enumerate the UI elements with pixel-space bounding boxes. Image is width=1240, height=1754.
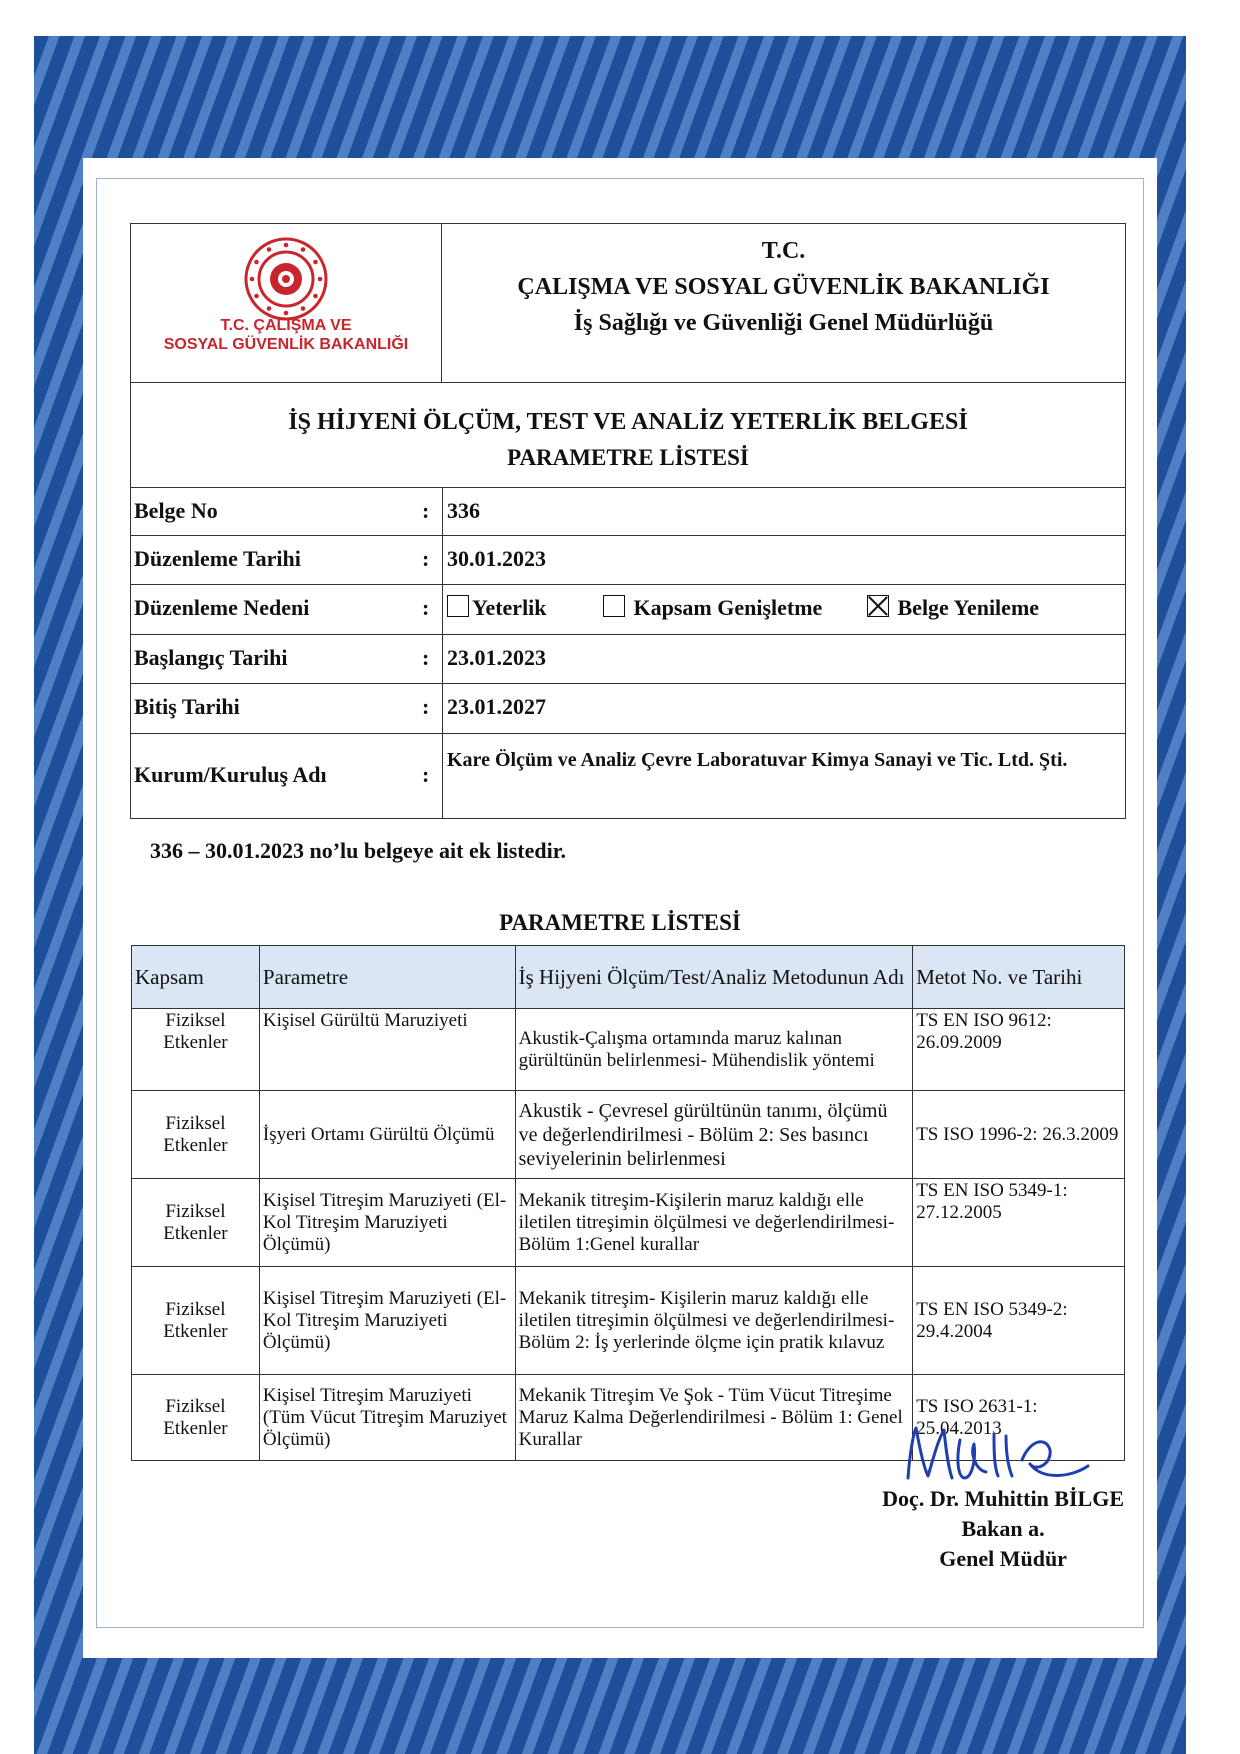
option-label: Belge Yenileme bbox=[897, 595, 1040, 620]
field-row-duzenleme-tarihi bbox=[131, 535, 1125, 585]
field-row-baslangic-tarihi bbox=[131, 634, 1125, 684]
checkbox-checked-icon bbox=[867, 595, 889, 617]
field-value: 23.01.2023 bbox=[442, 635, 546, 684]
field-row-bitis-tarihi bbox=[131, 683, 1125, 734]
field-colon: : bbox=[422, 645, 430, 670]
option-belge-yenileme bbox=[867, 595, 1039, 621]
signer-block bbox=[882, 1484, 1124, 1574]
header-block bbox=[130, 223, 1126, 383]
option-yeterlik bbox=[447, 595, 547, 620]
field-label: Başlangıç Tarihi bbox=[134, 645, 288, 670]
field-value: Kare Ölçüm ve Analiz Çevre Laboratuvar Kimya Sanayi ve Tic. Ltd. Şti. bbox=[442, 734, 1120, 819]
field-label: Belge No bbox=[134, 498, 218, 523]
cell-parametre: Kişisel Titreşim Maruziyeti (El-Kol Titreşim Maruziyeti Ölçümü) bbox=[259, 1179, 515, 1267]
header-ministry: ÇALIŞMA VE SOSYAL GÜVENLİK BAKANLIĞI bbox=[517, 274, 1050, 300]
cell-parametre: İşyeri Ortamı Gürültü Ölçümü bbox=[259, 1091, 515, 1179]
checkbox-empty-icon bbox=[603, 595, 625, 617]
parameter-table bbox=[131, 945, 1125, 1461]
field-colon: : bbox=[422, 546, 430, 571]
cell-metot-adi: Mekanik Titreşim Ve Şok - Tüm Vücut Titreşime Maruz Kalma Değerlendirilmesi - Bölüm 1: Genel Kurallar bbox=[515, 1375, 913, 1461]
field-value: 23.01.2027 bbox=[442, 684, 546, 734]
field-row-belge-no bbox=[131, 487, 1125, 536]
cell-metot-no: TS EN ISO 9612: 26.09.2009 bbox=[913, 1009, 1125, 1091]
cell-metot-adi: Akustik - Çevresel gürültünün tanımı, ölçümü ve değerlendirilmesi - Bölüm 2: Ses basıncı seviyelerinin belirlenmesi bbox=[515, 1091, 913, 1179]
certificate-info-block bbox=[130, 381, 1126, 819]
cell-parametre: Kişisel Titreşim Maruziyeti (Tüm Vücut Titreşim Maruziyet Ölçümü) bbox=[259, 1375, 515, 1461]
ministry-logo-text bbox=[131, 316, 441, 354]
field-row-duzenleme-nedeni bbox=[131, 584, 1125, 635]
column-header-kapsam: Kapsam bbox=[132, 946, 260, 1009]
field-row-kurum-adi bbox=[131, 733, 1125, 819]
option-label: Yeterlik bbox=[472, 595, 547, 620]
signer-name: Doç. Dr. Muhittin BİLGE bbox=[882, 1486, 1124, 1511]
field-label: Kurum/Kuruluş Adı bbox=[134, 762, 327, 787]
header-directorate: İş Sağlığı ve Güvenliği Genel Müdürlüğü bbox=[573, 310, 994, 336]
table-row bbox=[132, 1009, 1125, 1091]
cell-kapsam: Fiziksel Etkenler bbox=[132, 1091, 260, 1179]
cell-metot-no: TS EN ISO 5349-2: 29.4.2004 bbox=[913, 1267, 1125, 1375]
parameter-list-title: PARAMETRE LİSTESİ bbox=[499, 910, 741, 935]
field-label: Düzenleme Nedeni bbox=[134, 595, 310, 620]
field-colon: : bbox=[422, 498, 430, 523]
logo-line-2: SOSYAL GÜVENLİK BAKANLIĞI bbox=[163, 336, 409, 353]
cell-metot-adi: Mekanik titreşim-Kişilerin maruz kaldığı elle iletilen titreşimin ölçülmesi ve değerlendirilmesi-Bölüm 1:Genel kurallar bbox=[515, 1179, 913, 1267]
cell-kapsam: Fiziksel Etkenler bbox=[132, 1267, 260, 1375]
header-title-cell bbox=[442, 224, 1125, 382]
logo-line-1: T.C. ÇALIŞMA VE bbox=[220, 317, 352, 334]
field-colon: : bbox=[422, 595, 430, 620]
checkbox-empty-icon bbox=[447, 595, 469, 617]
signer-title: Genel Müdür bbox=[939, 1546, 1067, 1571]
cell-metot-no: TS ISO 2631-1: 25.04.2013 bbox=[913, 1375, 1125, 1461]
column-header-metot-adi: İş Hijyeni Ölçüm/Test/Analiz Metodunun Adı bbox=[515, 946, 913, 1009]
ministry-seal-icon bbox=[243, 236, 329, 322]
field-colon: : bbox=[422, 694, 430, 719]
table-header-row bbox=[132, 946, 1125, 1009]
cell-parametre: Kişisel Gürültü Maruziyeti bbox=[259, 1009, 515, 1091]
field-value: 336 bbox=[442, 488, 480, 536]
table-row bbox=[132, 1091, 1125, 1179]
header-tc: T.C. bbox=[761, 238, 806, 264]
option-label: Kapsam Genişletme bbox=[633, 595, 823, 620]
handwritten-signature-icon bbox=[890, 1420, 1110, 1490]
cell-metot-adi: Mekanik titreşim- Kişilerin maruz kaldığı elle iletilen titreşimin ölçülmesi ve değerlendirilmesi- Bölüm 2: İş yerlerinde ölçme için pratik kılavuz bbox=[515, 1267, 913, 1375]
annex-note: 336 – 30.01.2023 no’lu belgeye ait ek listedir. bbox=[150, 838, 566, 863]
cell-parametre: Kişisel Titreşim Maruziyeti (El-Kol Titreşim Maruziyeti Ölçümü) bbox=[259, 1267, 515, 1375]
table-row bbox=[132, 1179, 1125, 1267]
column-header-parametre: Parametre bbox=[259, 946, 515, 1009]
field-colon: : bbox=[422, 762, 430, 787]
field-label: Düzenleme Tarihi bbox=[134, 546, 301, 571]
field-value: 30.01.2023 bbox=[442, 536, 546, 585]
column-header-metot-no: Metot No. ve Tarihi bbox=[913, 946, 1125, 1009]
table-row bbox=[132, 1267, 1125, 1375]
cell-kapsam: Fiziksel Etkenler bbox=[132, 1009, 260, 1091]
option-kapsam-genisletme bbox=[603, 595, 822, 621]
cell-metot-no: TS ISO 1996-2: 26.3.2009 bbox=[913, 1091, 1125, 1179]
cell-metot-no: TS EN ISO 5349-1: 27.12.2005 bbox=[913, 1179, 1125, 1267]
cell-kapsam: Fiziksel Etkenler bbox=[132, 1375, 260, 1461]
certificate-subtitle: PARAMETRE LİSTESİ bbox=[507, 445, 749, 470]
cell-metot-adi: Akustik-Çalışma ortamında maruz kalınan gürültünün belirlenmesi- Mühendislik yöntemi bbox=[515, 1009, 913, 1091]
signer-line2: Bakan a. bbox=[961, 1516, 1045, 1541]
logo-cell bbox=[131, 224, 442, 382]
cell-kapsam: Fiziksel Etkenler bbox=[132, 1179, 260, 1267]
certificate-title: İŞ HİJYENİ ÖLÇÜM, TEST VE ANALİZ YETERLİK BELGESİ bbox=[288, 409, 968, 435]
reason-options bbox=[442, 585, 1127, 635]
field-label: Bitiş Tarihi bbox=[134, 694, 240, 719]
